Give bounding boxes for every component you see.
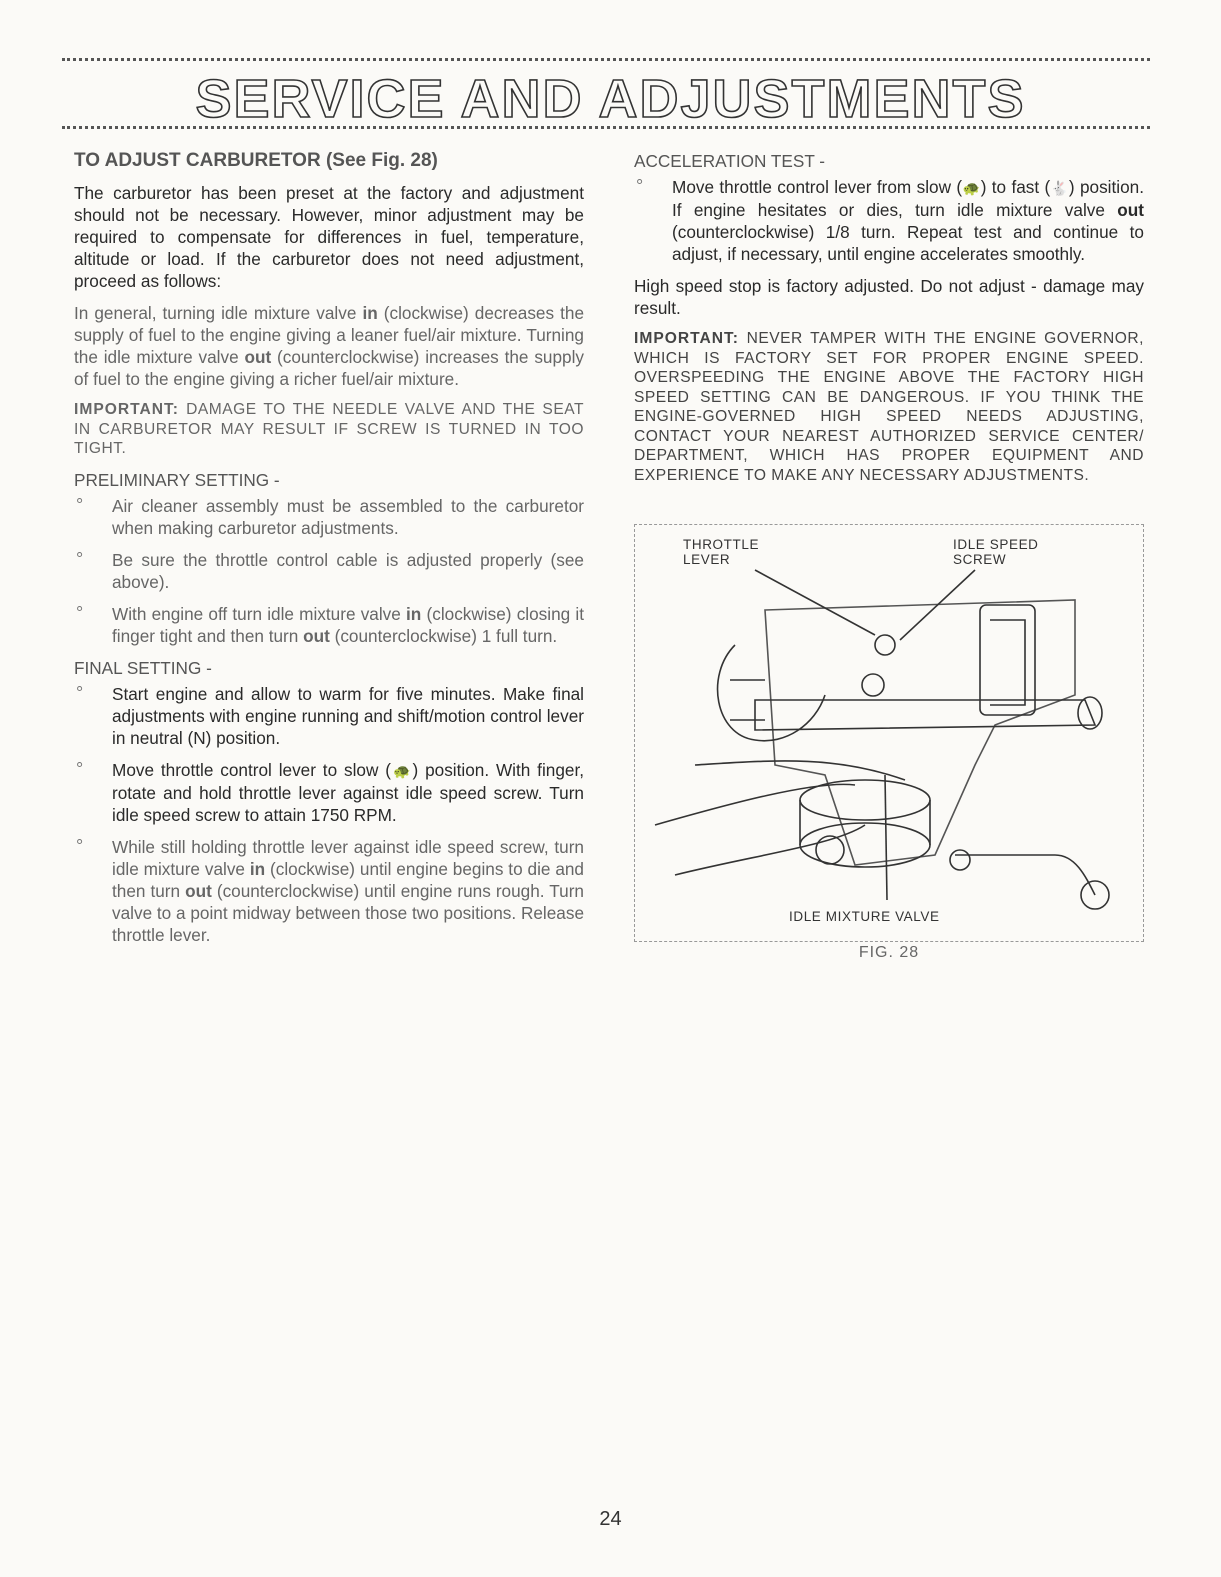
high-speed-paragraph: High speed stop is factory adjusted. Do not adjust - damage may result.	[634, 276, 1144, 318]
list-item: ° Be sure the throttle control cable is adjusted properly (see above).	[76, 548, 584, 592]
idle-speed-screw-label: IDLE SPEED SCREW	[953, 537, 1039, 567]
section-heading: TO ADJUST CARBURETOR (See Fig. 28)	[74, 150, 438, 171]
important-note: IMPORTANT: DAMAGE TO THE NEEDLE VALVE AND THE SEAT IN CARBURETOR MAY RESULT IF SCREW IS TURNED IN TOO TIGHT.	[74, 401, 584, 457]
page-title: SERVICE AND ADJUSTMENTS	[195, 69, 1026, 129]
final-list	[74, 683, 584, 946]
list-item: ° Move throttle control lever to slow (🐢) position. With finger, rotate and hold throttle lever against idle speed screw. Turn idle speed screw to attain 1750 RPM.	[76, 758, 584, 825]
final-heading: FINAL SETTING -	[74, 657, 212, 678]
list-item: ° Move throttle control lever from slow (🐢) to fast (🐇) position. If engine hesitates or dies, turn idle mixture valve out (counterclockwise) 1/8 turn. Repeat test and continue to adjust, if necessary, until engine accelerates smoothly.	[636, 176, 1144, 264]
throttle-lever-label: THROTTLE LEVER	[683, 537, 760, 567]
turtle-icon: 🐢	[962, 180, 981, 196]
turtle-icon: 🐢	[390, 762, 413, 779]
figure-caption: FIG. 28	[858, 944, 920, 961]
rabbit-icon: 🐇	[1050, 180, 1069, 196]
general-paragraph: In general, turning idle mixture valve in (clockwise) decreases the supply of fuel to the engine giving a leaner fuel/air mixture. Turning the idle mixture valve out (counterclockwise) increases the supply of fuel to the engine giving a richer fuel/air mixture.	[74, 303, 585, 389]
top-rule	[62, 58, 1150, 61]
intro-paragraph: The carburetor has been preset at the factory and adjustment should not be necessary. However, minor adjustment may be required to compensate for differences in fuel, temperature, altitude or load. If the carburetor does not need adjustment, proceed as follows:	[74, 183, 584, 291]
carburetor-illustration	[635, 525, 1143, 941]
page-number: 24	[599, 1508, 622, 1530]
idle-mixture-valve-label: IDLE MIXTURE VALVE	[789, 909, 940, 924]
list-item: ° Start engine and allow to warm for five minutes. Make final adjustments with engine running and shift/motion control lever in neutral (N) position.	[76, 682, 584, 748]
bottom-rule	[62, 126, 1150, 129]
important-note: IMPORTANT: NEVER TAMPER WITH THE ENGINE GOVERNOR, WHICH IS FACTORY SET FOR PROPER ENGINE SPEED. OVERSPEEDING THE ENGINE ABOVE THE FACTORY HIGH SPEED SETTING CAN BE DANGEROUS. IF YOU THINK THE ENGINE-GOVERNED HIGH SPEED NEEDS ADJUSTING, CONTACT YOUR NEAREST AUTHORIZED SERVICE CENTER/ DEPARTMENT, WHICH HAS PROPER EQUIPMENT AND EXPERIENCE TO MAKE ANY NECESSARY ADJUSTMENTS.	[634, 330, 1144, 484]
right-column	[634, 150, 1144, 495]
list-item: ° With engine off turn idle mixture valve in (clockwise) closing it finger tight and then turn out (counterclockwise) 1 full turn.	[76, 602, 584, 646]
preliminary-list	[74, 495, 584, 647]
carburetor-figure	[634, 524, 1144, 942]
left-column	[74, 150, 584, 956]
list-item: ° While still holding throttle lever against idle speed screw, turn idle mixture valve in (clockwise) until engine begins to die and then turn out (counterclockwise) until engine runs rough. Turn valve to a point midway between those two positions. Release throttle lever.	[76, 835, 584, 945]
preliminary-heading: PRELIMINARY SETTING -	[74, 469, 280, 490]
acceleration-heading: ACCELERATION TEST -	[634, 151, 826, 171]
acceleration-list	[634, 176, 1144, 265]
list-item: ° Air cleaner assembly must be assembled to the carburetor when making carburetor adjustments.	[76, 494, 584, 538]
